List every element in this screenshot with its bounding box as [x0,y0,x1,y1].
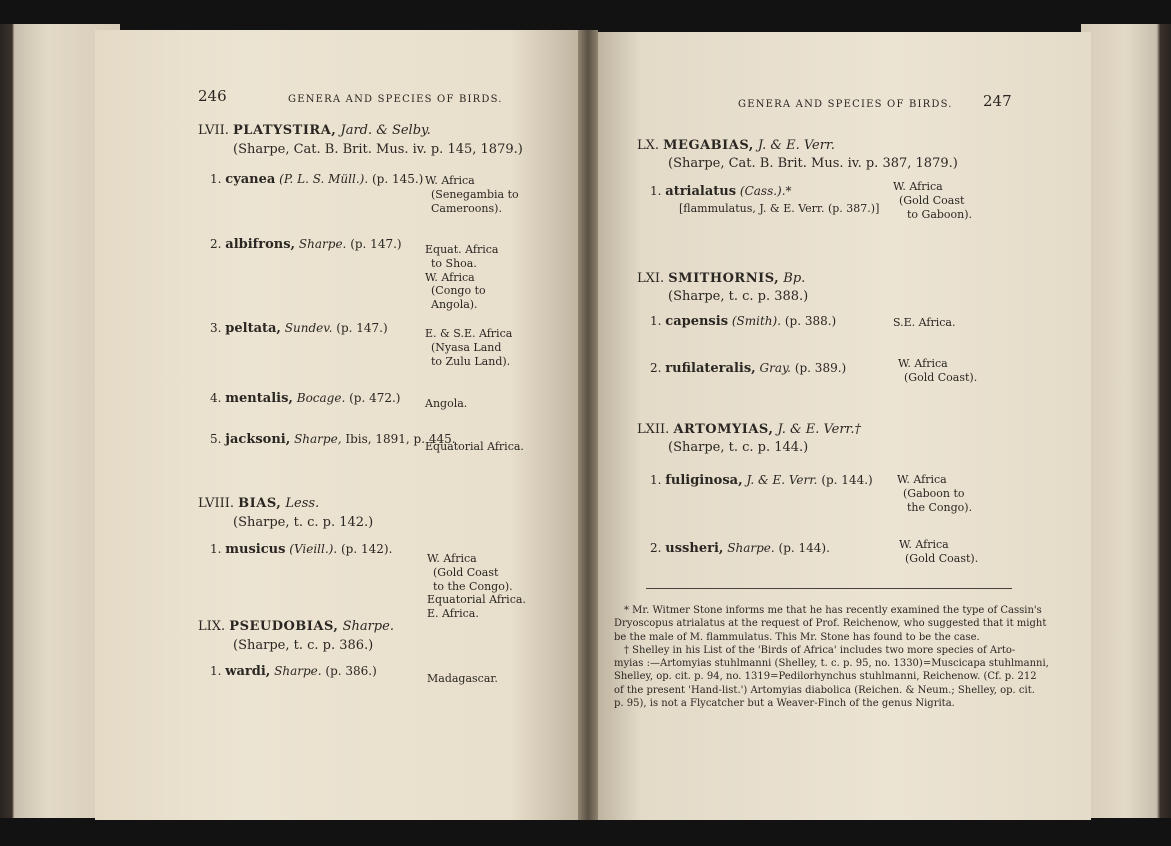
species-distribution: Madagascar. [427,672,498,685]
genus-reference: (Sharpe, t. c. p. 144.) [668,440,809,455]
footnote-line: Shelley, op. cit. p. 94, no. 1319=Pedilorhynchus stuhlmanni, Reichenow. (Cf. p. 212 [614,671,1037,683]
footnote-line: Dryoscopus atrialatus at the request of Prof. Reichenow, who suggested that it might [614,618,1047,630]
genus-heading-bias: LVIII. BIAS, Less. [198,496,320,511]
genus-heading-artomyias: LXII. ARTOMYIAS, J. & E. Verr.† [637,422,861,437]
species-distribution: W. Africa (Gold Coast to Gaboon). [893,180,973,221]
genus-heading-pseudobias: LIX. PSEUDOBIAS, Sharpe. [198,619,394,634]
footnote-line: † Shelley in his List of the 'Birds of Africa' includes two more species of Arto- [624,644,1016,656]
species-entry: 2. ussheri, Sharpe. (p. 144). [650,541,830,556]
species-distribution: W. Africa (Gold Coast). [899,538,979,565]
species-entry: 1. capensis (Smith). (p. 388.) [650,314,837,329]
genus-reference: (Sharpe, t. c. p. 388.) [668,289,809,304]
species-entry: 2. albifrons, Sharpe. (p. 147.) [210,237,402,252]
footnote-divider [646,588,1012,589]
genus-heading-platystira: LVII. PLATYSTIRA, Jard. & Selby. [198,123,431,138]
page-number-right: 247 [983,92,1012,110]
genus-reference: (Sharpe, Cat. B. Brit. Mus. iv. p. 145, 1879.) [233,142,523,157]
species-entry: 1. fuliginosa, J. & E. Verr. (p. 144.) [650,473,873,488]
genus-reference: (Sharpe, t. c. p. 386.) [233,638,374,653]
footnote-line: myias :—Artomyias stuhlmanni (Shelley, t. c. p. 95, no. 1330)=Muscicapa stuhlmanni, [614,658,1049,670]
footnote-line: * Mr. Witmer Stone informs me that he has recently examined the type of Cassin's [624,605,1042,616]
species-distribution: W. Africa (Gaboon to the Congo). [897,473,973,514]
species-entry: 1. atrialatus (Cass.).* [650,184,792,199]
footnote-line: of the present 'Hand-list.') Artomyias diabolica (Reichen. & Neum.; Shelley, op. cit. [614,684,1035,696]
genus-heading-megabias: LX. MEGABIAS, J. & E. Verr. [637,138,835,153]
species-distribution: W. Africa (Senegambia to Cameroons). [425,174,519,215]
genus-heading-smithornis: LXI. SMITHORNIS, Bp. [637,271,806,286]
species-distribution: S.E. Africa. [893,316,956,329]
species-entry: 4. mentalis, Bocage. (p. 472.) [210,391,401,406]
running-head-right: GENERA AND SPECIES OF BIRDS. [738,99,953,110]
footnote-line: p. 95), is not a Flycatcher but a Weaver-Finch of the genus Nigrita. [614,698,955,710]
species-entry: 3. peltata, Sundev. (p. 147.) [210,321,388,336]
book-gutter [578,30,598,820]
running-head-left: GENERA AND SPECIES OF BIRDS. [288,94,503,105]
page-number-left: 246 [198,87,227,105]
book-edge-right [1081,24,1171,818]
species-entry: 2. rufilateralis, Gray. (p. 389.) [650,361,847,376]
genus-reference: (Sharpe, Cat. B. Brit. Mus. iv. p. 387, 1879.) [668,156,958,171]
species-entry: 1. musicus (Vieill.). (p. 142). [210,542,393,557]
species-entry: 5. jacksoni, Sharpe, Ibis, 1891, p. 445. [210,432,456,447]
species-distribution: W. Africa (Gold Coast to the Congo). Equatorial Africa. E. Africa. [427,552,526,620]
genus-reference: (Sharpe, t. c. p. 142.) [233,515,374,530]
species-distribution: E. & S.E. Africa (Nyasa Land to Zulu Land). [425,327,513,368]
species-distribution: Equatorial Africa. [425,440,524,453]
species-synonym: [flammulatus, J. & E. Verr. (p. 387.)] [679,202,880,215]
footnote-line: be the male of M. flammulatus. This Mr. Stone has found to be the case. [614,631,980,643]
species-distribution: W. Africa (Gold Coast). [898,357,978,384]
footnotes [614,604,1049,710]
species-distribution: Angola. [425,397,468,410]
species-distribution: Equat. Africa to Shoa. W. Africa (Congo to Angola). [425,243,499,311]
species-entry: 1. cyanea (P. L. S. Müll.). (p. 145.) [210,172,424,187]
species-entry: 1. wardi, Sharpe. (p. 386.) [210,664,377,679]
